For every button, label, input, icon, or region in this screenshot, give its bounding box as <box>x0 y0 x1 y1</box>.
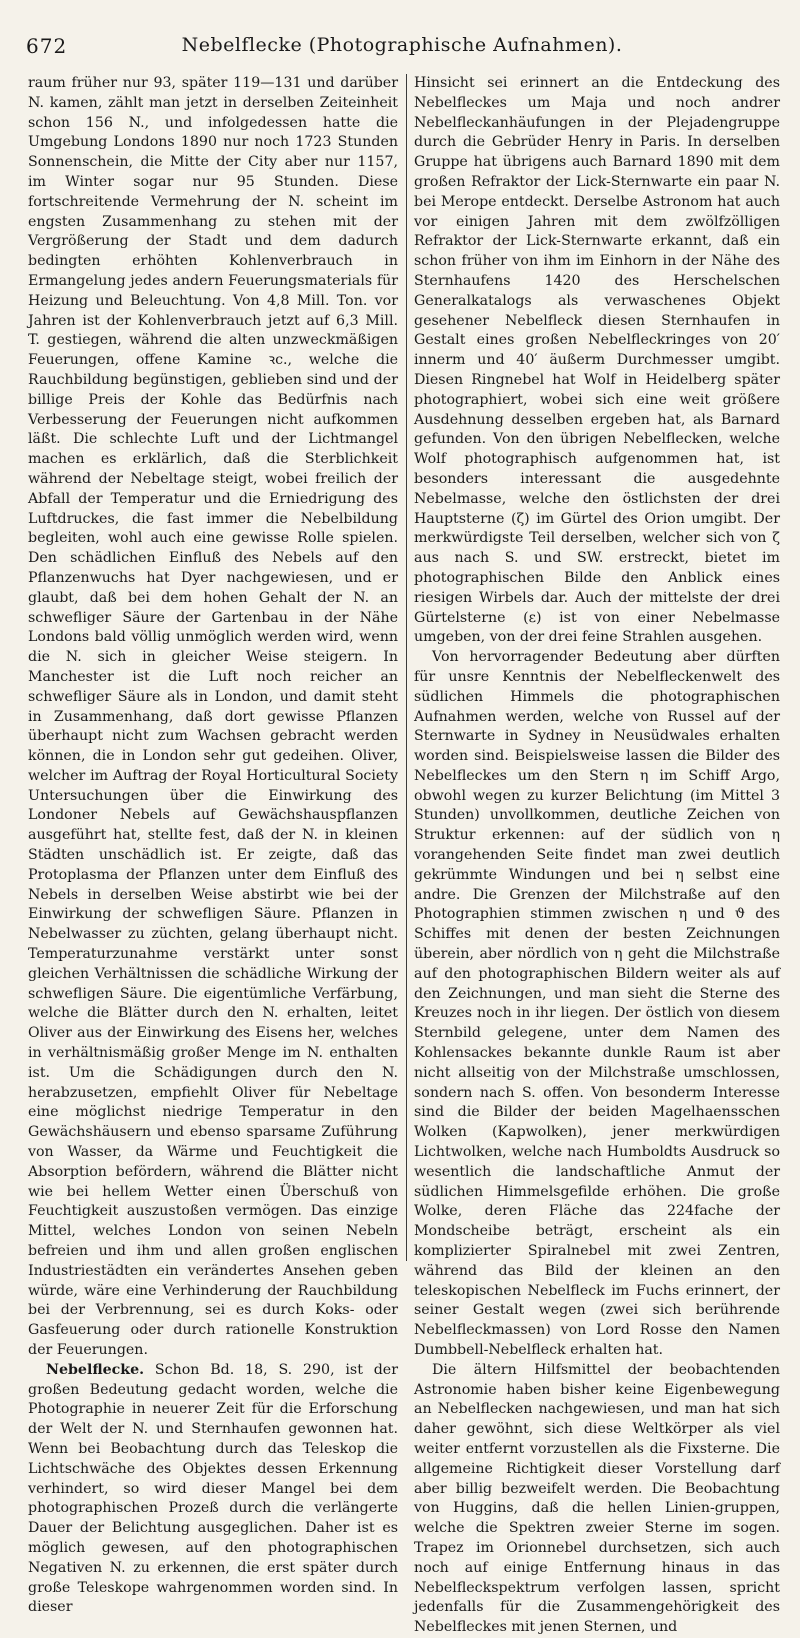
page-header <box>26 34 778 68</box>
running-head: Nebelflecke (Photographische Aufnahmen). <box>181 34 623 56</box>
page-number: 672 <box>26 34 68 58</box>
nebula-article-intro <box>28 1361 398 1618</box>
right-column <box>414 74 780 1636</box>
entry-text: Schon Bd. 18, S. 290, ist der großen Bedeutung gedacht worden, welche die Photographie in neuerer Zeit für die Erforschung der Welt der N. und Sternhaufen gewonnen hat. Wenn bei Beobachtung durch das Teleskop die Lichtschwäche des Objektes dessen Erkennung verhindert, so wird dieser Mangel bei dem photographischen Prozeß durch die verlängerte Dauer der Belichtung ausgeglichen. Daher ist es möglich gewesen, auf den photographischen Negativen N. zu erkennen, die erst später durch große Teleskope wahrgenommen worden sind. In dieser <box>28 1361 398 1616</box>
entry-term: Nebelflecke. <box>46 1361 145 1378</box>
fog-article-continuation: raum früher nur 93, später 119—131 und darüber N. kamen, zählt man jetzt in derselben Zeiteinheit schon 156 N., und infolgedessen hatte die Umgebung Londons 1890 nur noch 1723 Stunden Sonnenschein, die Mitte der City aber nur 1157, im Winter sogar nur 95 Stunden. Diese fortschreitende Vermehrung der N. scheint im engsten Zusammenhang zu stehen mit der Vergrößerung der Stadt und dem dadurch bedingten erhöhten Kohlenverbrauch in Ermangelung jedes andern Feuerungsmaterials für Heizung und Beleuchtung. Von 4,8 Mill. Ton. vor Jahren ist der Kohlenverbrauch jetzt auf 6,3 Mill. T. gestiegen, während die alten unzweckmäßigen Feuerungen, offene Kamine ꝛc., welche die Rauchbildung begünstigen, geblieben sind und der billige Preis der Kohle das Bedürfnis nach Verbesserung der Feuerungen nicht aufkommen läßt. Die schlechte Luft und der Lichtmangel machen es erklärlich, daß die Sterblichkeit während der Nebeltage steigt, wobei freilich der Abfall der Temperatur und die Erniedrigung des Luftdruckes, die fast immer die Nebelbildung begleiten, wohl auch eine gewisse Rolle spielen. Den schädlichen Einfluß des Nebels auf den Pflanzenwuchs hat Dyer nachgewiesen, und er glaubt, daß bei dem hohen Gehalt der N. an schwefliger Säure der Gartenbau in der Nähe Londons bald völlig unmöglich werden wird, wenn die N. sich in gleicher Weise steigern. In Manchester ist die Luft noch reicher an schwefliger Säure als in London, und damit steht in Zusammenhang, daß dort gewisse Pflanzen überhaupt nicht zum Wachsen gebracht werden können, die in London sehr gut gedeihen. Oliver, welcher im Auftrag der Royal Horticultural Society Untersuchungen über die Einwirkung des Londoner Nebels auf Gewächshauspflanzen ausgeführt hat, stellte fest, daß der N. in kleinen Städten unschädlich ist. Er zeigte, daß das Protoplasma der Pflanzen unter dem Einfluß des Nebels in derselben Weise abstirbt wie bei der Einwirkung der schwefligen Säure. Pflanzen in Nebelwasser zu züchten, gelang überhaupt nicht. Temperaturzunahme verstärkt unter sonst gleichen Verhältnissen die schädliche Wirkung der schwefligen Säure. Die eigentümliche Verfärbung, welche die Blätter durch den N. erhalten, leitet Oliver aus der Einwirkung des Eisens her, welches in verhältnismäßig großer Menge im N. enthalten ist. Um die Schädigungen durch den N. herabzusetzen, empfiehlt Oliver für Nebeltage eine möglichst niedrige Temperatur in den Gewächshäusern und ebenso sparsame Zuführung von Wasser, da Wärme und Feuchtigkeit die Absorption befördern, während die Blätter nicht wie bei hellem Wetter einen Überschuß von Feuchtigkeit auszustoßen vermögen. Das einzige Mittel, welches London von seinen Nebeln befreien und ihm und allen großen englischen Industriestädten ein verändertes Ansehen geben würde, wäre eine Verhinderung der Rauchbildung bei der Verbrennung, sei es durch Koks- oder Gasfeuerung oder durch rationelle Konstruktion der Feuerungen. <box>28 75 398 1358</box>
paragraph-southern-sky: Von hervorragender Bedeutung aber dürften für unsre Kenntnis der Nebelfleckenwelt des südlichen Himmels die photographischen Aufnahmen werden, welche von Russel auf der Sternwarte in Sydney in Neusüdwales erhalten worden sind. Beispielsweise lassen die Bilder des Nebelfleckes um den Stern η im Schiff Argo, obwohl wegen zu kurzer Belichtung (im Mittel 3 Stunden) unvollkommen, deutliche Zeichen von Struktur erkennen: auf der südlich von η vorangehenden Seite findet man zwei deutlich gekrümmte Windungen und bei η selbst eine andre. Die Grenzen der Milchstraße auf den Photographien stimmen zwischen η und ϑ des Schiffes mit denen der besten Zeichnungen überein, aber nördlich von η geht die Milchstraße auf den photographischen Bildern weiter als auf den Zeichnungen, und man sieht die Sterne des Kreuzes noch in ihr liegen. Der östlich von diesem Sternbild gelegene, unter dem Namen des Kohlensackes bekannte dunkle Raum ist aber nicht allseitig von der Milchstraße umschlossen, sondern nach S. offen. Von besonderm Interesse sind die Bilder der beiden Magelhaensschen Wolken (Kapwolken), jener merkwürdigen Lichtwolken, welche nach Humboldts Ausdruck so wesentlich die landschaftliche Anmut der südlichen Himmelsgefilde erhöhen. Die große Wolke, deren Fläche das 224fache der Mondscheibe beträgt, erscheint als ein komplizierter Spiralnebel mit zwei Zentren, während das Bild der kleinen an den teleskopischen Nebelfleck im Fuchs erinnert, der seiner Gestalt wegen (zwei sich berührende Nebelfleckmassen) von Lord Rosse den Namen Dumbbell-Nebelfleck erhalten hat. <box>414 649 780 1358</box>
column-divider <box>406 74 407 1261</box>
paragraph-distance: Die ältern Hilfsmittel der beobachtenden Astronomie haben bisher keine Eigenbewegung an Nebelflecken nachgewiesen, und man hat sich daher gewöhnt, sich diese Weltkörper als viel weiter entfernt vorzustellen als die Fixsterne. Die allgemeine Richtigkeit dieser Vorstellung darf aber billig bezweifelt werden. Die Beobachtung von Huggins, daß die hellen Linien-gruppen, welche die Spektren zweier Sterne im sogen. Trapez im Orionnebel durchsetzen, sich auch noch auf einige Entfernung hinaus in das Nebelfleckspektrum verfolgen lassen, spricht jedenfalls für die Zusammengehörigkeit des Nebelfleckes mit jenen Sternen, und <box>414 1361 780 1636</box>
paragraph-plejaden: Hinsicht sei erinnert an die Entdeckung des Nebelfleckes um Maja und noch andrer Nebelfleckanhäufungen in der Plejadengruppe durch die Gebrüder Henry in Paris. In derselben Gruppe hat übrigens auch Barnard 1890 mit dem großen Refraktor der Lick-Sternwarte ein paar N. bei Merope entdeckt. Derselbe Astronom hat auch vor einigen Jahren mit dem zwölfzölligen Refraktor der Lick-Sternwarte erkannt, daß ein schon früher von ihm im Einhorn in der Nähe des Sternhaufens 1420 des Herschelschen Generalkatalogs als verwaschenes Objekt gesehener Nebelfleck diesen Sternhaufen in Gestalt eines großen Nebelfleckringes von 20′ innerm und 40′ äußerm Durchmesser umgibt. Diesen Ringnebel hat Wolf in Heidelberg später photographiert, wobei sich eine weit größere Ausdehnung desselben ergeben hat, als Barnard gefunden. Von den übrigen Nebelflecken, welche Wolf photographisch aufgenommen hat, ist besonders interessant die ausgedehnte Nebelmasse, welche den östlichsten der drei Hauptsterne (ζ) im Gürtel des Orion umgibt. Der merkwürdigste Teil derselben, welcher sich von ζ aus nach S. und SW. erstreckt, bietet im photographischen Bilde den Anblick eines riesigen Wirbels dar. Auch der mittelste der drei Gürtelsterne (ε) ist von einer Nebelmasse umgeben, von der drei feine Strahlen ausgehen. <box>414 75 780 646</box>
left-column <box>28 74 398 1616</box>
